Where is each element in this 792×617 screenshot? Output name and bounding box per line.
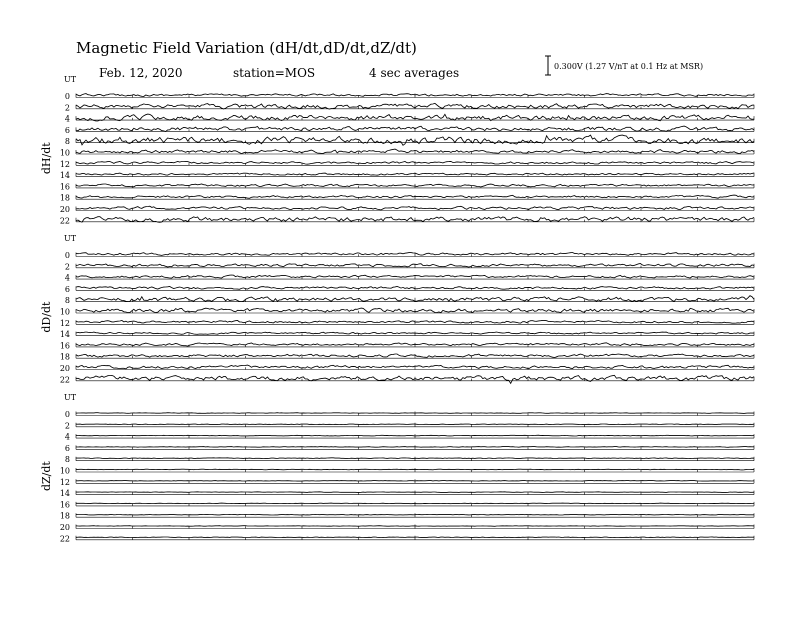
hour-label: 12 bbox=[59, 318, 70, 328]
hour-label: 0 bbox=[64, 251, 70, 260]
hour-label: 12 bbox=[59, 477, 70, 487]
trace-row bbox=[60, 534, 754, 543]
trace-row bbox=[60, 364, 754, 373]
trace-line bbox=[76, 492, 754, 493]
minute-ticks bbox=[76, 423, 754, 427]
trace-row bbox=[65, 274, 754, 283]
hour-label: 10 bbox=[59, 466, 70, 476]
trace-row bbox=[60, 353, 754, 362]
hour-label: 8 bbox=[64, 296, 70, 306]
component-label: dD/dt bbox=[40, 301, 53, 333]
trace-row bbox=[60, 149, 754, 158]
panels bbox=[40, 75, 754, 543]
hour-label: 2 bbox=[64, 103, 70, 113]
hour-label: 0 bbox=[64, 92, 70, 101]
hour-label: 18 bbox=[59, 193, 70, 203]
hour-label: 22 bbox=[59, 375, 70, 385]
trace-row bbox=[65, 251, 754, 260]
trace-line bbox=[76, 526, 754, 527]
hour-label: 4 bbox=[64, 273, 70, 283]
panel-3 bbox=[40, 393, 754, 543]
trace-row bbox=[65, 455, 754, 464]
trace-row bbox=[60, 523, 754, 532]
hour-label: 4 bbox=[64, 114, 70, 124]
chart-title: Magnetic Field Variation (dH/dt,dD/dt,dZ/dt) bbox=[76, 39, 417, 57]
trace-row bbox=[60, 500, 754, 509]
hour-label: 14 bbox=[59, 489, 70, 499]
hour-label: 22 bbox=[59, 534, 70, 544]
trace-row bbox=[65, 126, 754, 135]
hour-label: 10 bbox=[59, 148, 70, 158]
hour-label: 20 bbox=[59, 523, 70, 532]
trace-row bbox=[65, 421, 754, 430]
hour-label: 10 bbox=[59, 307, 70, 317]
trace-line bbox=[76, 413, 754, 414]
trace-line bbox=[76, 514, 754, 515]
trace-row bbox=[65, 92, 754, 101]
component-label: dH/dt bbox=[40, 142, 53, 175]
hour-label: 12 bbox=[59, 159, 70, 169]
trace-row bbox=[65, 103, 754, 112]
hour-label: 16 bbox=[59, 500, 70, 510]
minute-ticks bbox=[76, 445, 754, 449]
trace-row bbox=[60, 205, 754, 214]
trace-line bbox=[76, 447, 754, 448]
trace-row bbox=[60, 319, 754, 328]
hour-label: 8 bbox=[64, 455, 70, 465]
trace-row bbox=[60, 341, 754, 350]
trace-row bbox=[60, 171, 754, 180]
hour-label: 14 bbox=[59, 330, 70, 340]
hour-label: 6 bbox=[64, 443, 70, 453]
hour-label: 6 bbox=[64, 284, 70, 294]
trace-line bbox=[76, 481, 754, 482]
hour-label: 0 bbox=[64, 410, 70, 419]
hour-label: 16 bbox=[59, 341, 70, 351]
hour-label: 20 bbox=[59, 364, 70, 373]
ut-label: UT bbox=[64, 234, 77, 243]
trace-row bbox=[60, 375, 754, 384]
trace-line bbox=[76, 503, 754, 504]
trace-row bbox=[65, 296, 754, 306]
trace-line bbox=[76, 469, 754, 470]
hour-label: 18 bbox=[59, 352, 70, 362]
trace-row bbox=[65, 444, 754, 453]
hour-label: 14 bbox=[59, 171, 70, 181]
trace-row bbox=[60, 194, 754, 203]
hour-label: 8 bbox=[64, 137, 70, 147]
trace-row bbox=[60, 216, 754, 225]
trace-row bbox=[65, 285, 754, 294]
trace-line bbox=[76, 458, 754, 459]
date-label: Feb. 12, 2020 bbox=[99, 66, 183, 80]
ut-label: UT bbox=[64, 75, 77, 84]
hour-label: 2 bbox=[64, 262, 70, 272]
trace-row bbox=[60, 182, 754, 191]
hour-label: 4 bbox=[64, 432, 70, 442]
hour-label: 18 bbox=[59, 511, 70, 521]
trace-row bbox=[60, 467, 754, 476]
component-label: dZ/dt bbox=[40, 461, 53, 492]
trace-row bbox=[65, 114, 754, 124]
hour-label: 22 bbox=[59, 216, 70, 226]
hour-label: 16 bbox=[59, 182, 70, 192]
trace-line bbox=[76, 537, 754, 538]
minute-ticks bbox=[76, 525, 754, 529]
hour-label: 2 bbox=[64, 421, 70, 431]
hour-label: 20 bbox=[59, 205, 70, 214]
panel-1 bbox=[40, 75, 754, 225]
scale-bar bbox=[545, 56, 703, 75]
trace-line bbox=[76, 424, 754, 425]
ut-label: UT bbox=[64, 393, 77, 402]
trace-row bbox=[60, 489, 754, 498]
trace-row bbox=[60, 308, 754, 317]
trace-row bbox=[60, 330, 754, 339]
trace-row bbox=[60, 478, 754, 487]
panel-2 bbox=[40, 234, 754, 384]
hour-label: 6 bbox=[64, 125, 70, 135]
station-label: station=MOS bbox=[233, 66, 316, 80]
trace-row bbox=[65, 433, 754, 442]
trace-row bbox=[65, 135, 754, 146]
scale-label: 0.300V (1.27 V/nT at 0.1 Hz at MSR) bbox=[554, 62, 704, 71]
trace-row bbox=[60, 160, 754, 169]
trace-row bbox=[65, 262, 754, 271]
averaging-label: 4 sec averages bbox=[369, 66, 460, 80]
trace-row bbox=[60, 512, 754, 521]
trace-row bbox=[65, 410, 754, 419]
